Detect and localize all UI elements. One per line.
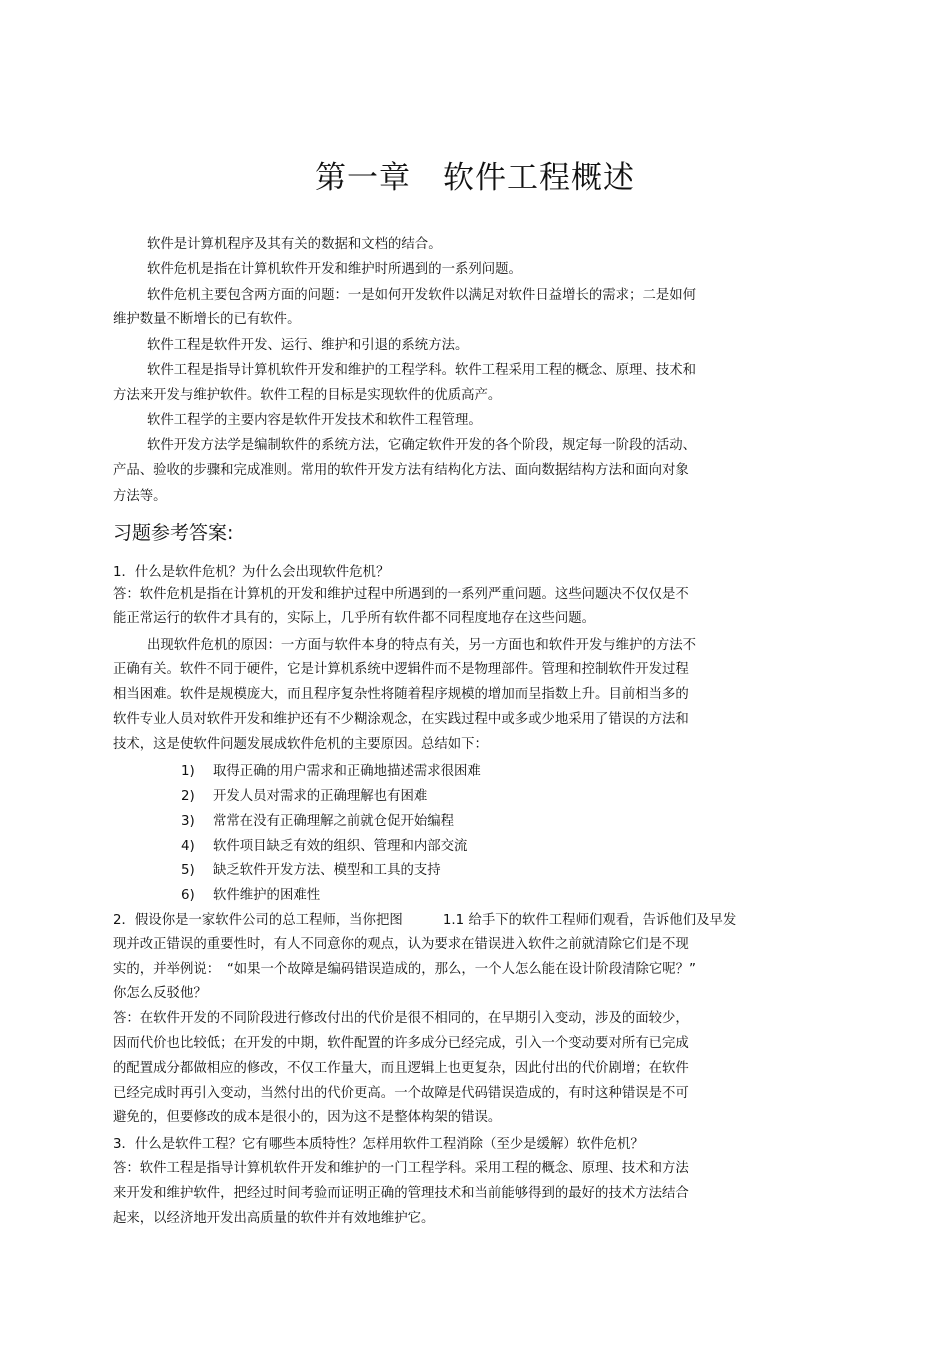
list-item-number: 1): [181, 764, 195, 779]
question-2-line: 现并改正错误的重要性时，有人不同意你的观点，认为要求在错误进入软件之前就清除它们是不现: [113, 937, 689, 952]
intro-line: 方法来开发与维护软件。软件工程的目标是实现软件的优质高产。: [113, 388, 502, 403]
list-item: 取得正确的用户需求和正确地描述需求很困难: [213, 764, 481, 779]
list-item: 缺乏软件开发方法、模型和工具的支持: [213, 863, 441, 878]
intro-line: 软件开发方法学是编制软件的系统方法，它确定软件开发的各个阶段，规定每一阶段的活动、: [147, 438, 697, 453]
intro-line: 软件工程是指导计算机软件开发和维护的工程学科。软件工程采用工程的概念、原理、技术和: [147, 363, 697, 378]
question-3: 3．什么是软件工程？它有哪些本质特性？怎样用软件工程消除（至少是缓解）软件危机？: [113, 1137, 644, 1152]
answer-3-line: 答：软件工程是指导计算机软件开发和维护的一门工程学科。采用工程的概念、原理、技术和方法: [113, 1161, 689, 1176]
answer-2-line: 答：在软件开发的不同阶段进行修改付出的代价是很不相同的，在早期引入变动，涉及的面较少，: [113, 1011, 689, 1026]
list-item: 开发人员对需求的正确理解也有困难: [213, 789, 428, 804]
answer-3-line: 来开发和维护软件，把经过时间考验而证明正确的管理技术和当前能够得到的最好的技术方法结合: [113, 1186, 689, 1201]
cause-line: 软件专业人员对软件开发和维护还有不少糊涂观念，在实践过程中或多或少地采用了错误的方法和: [113, 712, 689, 727]
answer-1-line: 能正常运行的软件才具有的，实际上，几乎所有软件都不同程度地存在这些问题。: [113, 611, 596, 626]
list-item-number: 6): [181, 888, 195, 903]
answer-2-line: 因而代价也比较低；在开发的中期，软件配置的许多成分已经完成，引入一个变动要对所有已完成: [113, 1036, 689, 1051]
intro-line: 软件工程是软件开发、运行、维护和引退的系统方法。: [147, 338, 469, 353]
intro-line: 软件是计算机程序及其有关的数据和文档的结合。: [147, 237, 442, 252]
list-item: 软件项目缺乏有效的组织、管理和内部交流: [213, 839, 468, 854]
question-2-line: 2．假设你是一家软件公司的总工程师，当你把图 1.1 给手下的软件工程师们观看，告诉他们及早发: [113, 913, 737, 928]
answer-3-line: 起来，以经济地开发出高质量的软件并有效地维护它。: [113, 1211, 435, 1226]
intro-line: 软件危机是指在计算机软件开发和维护时所遇到的一系列问题。: [147, 262, 522, 277]
intro-line: 维护数量不断增长的已有软件。: [113, 312, 301, 327]
answers-heading: 习题参考答案:: [113, 522, 234, 544]
answer-2-line: 已经完成时再引入变动，当然付出的代价更高。一个故障是代码错误造成的，有时这种错误是不可: [113, 1086, 689, 1101]
intro-line: 软件危机主要包含两方面的问题：一是如何开发软件以满足对软件日益增长的需求；二是如何: [147, 288, 697, 303]
list-item-number: 4): [181, 839, 195, 854]
cause-line: 正确有关。软件不同于硬件，它是计算机系统中逻辑件而不是物理部件。管理和控制软件开发过程: [113, 662, 689, 677]
chapter-title: 第一章 软件工程概述: [315, 160, 635, 196]
list-item: 常常在没有正确理解之前就仓促开始编程: [213, 814, 455, 829]
answer-2-line: 避免的，但要修改的成本是很小的，因为这不是整体构架的错误。: [113, 1110, 502, 1125]
intro-line: 方法等。: [113, 489, 167, 504]
list-item-number: 3): [181, 814, 195, 829]
cause-line: 技术，这是使软件问题发展成软件危机的主要原因。总结如下：: [113, 737, 488, 752]
list-item: 软件维护的困难性: [213, 888, 321, 903]
cause-line: 相当困难。软件是规模庞大，而且程序复杂性将随着程序规模的增加而呈指数上升。目前相当多的: [113, 687, 689, 702]
question-2-line: 实的，并举例说： “如果一个故障是编码错误造成的，那么，一个人怎么能在设计阶段清除它呢？”: [113, 962, 696, 977]
list-item-number: 2): [181, 789, 195, 804]
answer-1-line: 答：软件危机是指在计算机的开发和维护过程中所遇到的一系列严重问题。这些问题决不仅仅是不: [113, 587, 689, 602]
intro-line: 产品、验收的步骤和完成准则。常用的软件开发方法有结构化方法、面向数据结构方法和面向对象: [113, 463, 689, 478]
list-item-number: 5): [181, 863, 195, 878]
question-2-line: 你怎么反驳他？: [113, 986, 207, 1001]
answer-2-line: 的配置成分都做相应的修改，不仅工作量大，而且逻辑上也更复杂，因此付出的代价剧增；在软件: [113, 1061, 689, 1076]
intro-line: 软件工程学的主要内容是软件开发技术和软件工程管理。: [147, 413, 482, 428]
question-1: 1．什么是软件危机？为什么会出现软件危机？: [113, 565, 390, 580]
cause-line: 出现软件危机的原因：一方面与软件本身的特点有关，另一方面也和软件开发与维护的方法不: [147, 638, 697, 653]
